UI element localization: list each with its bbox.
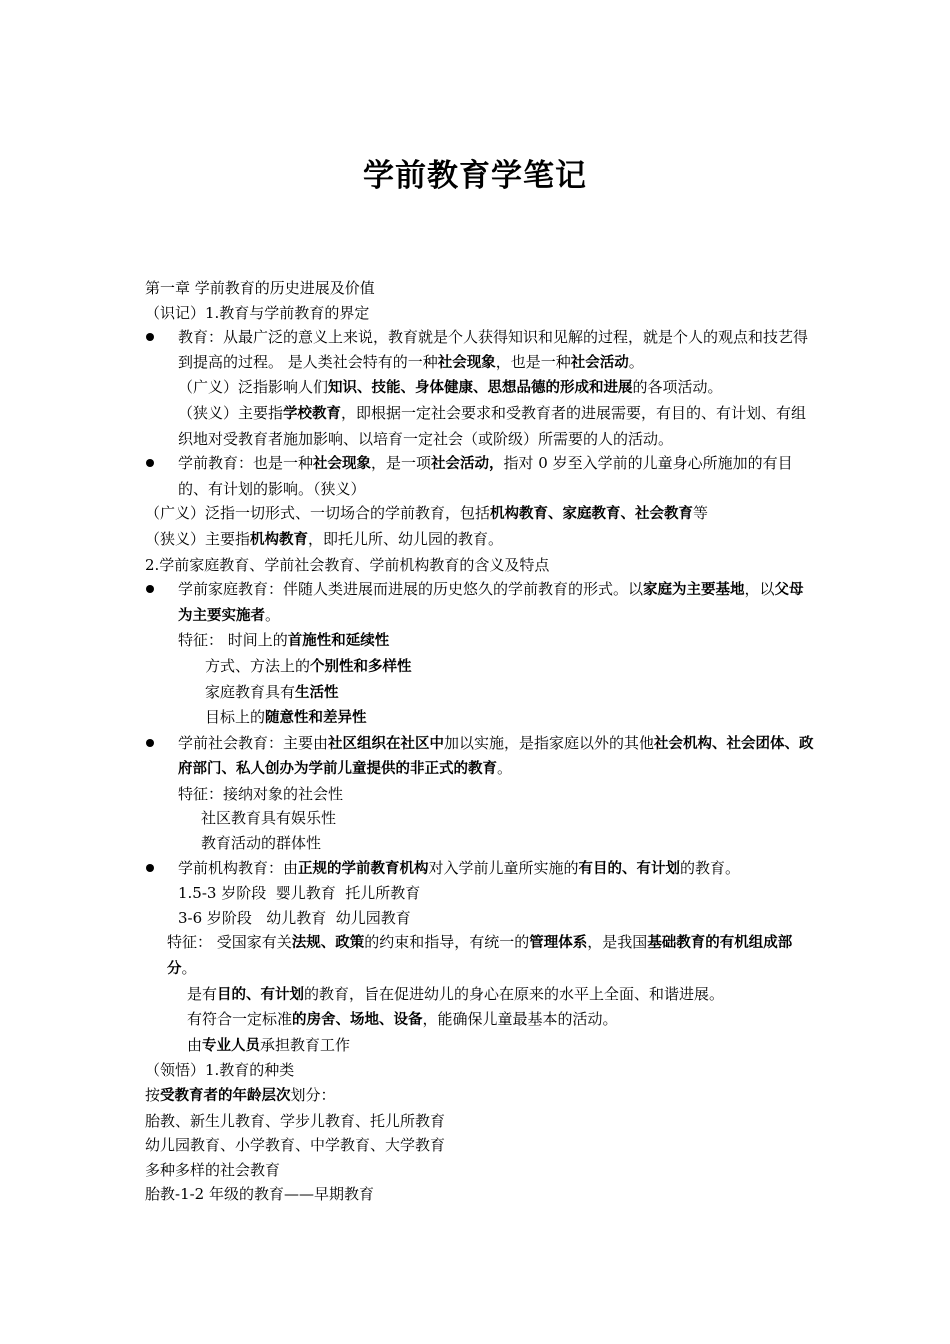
paragraph-line: 多种多样的社会教育 — [145, 1160, 281, 1179]
paragraph-line: 有符合一定标准的房舍、场地、设备，能确保儿童最基本的活动。 — [187, 1010, 618, 1029]
paragraph-line: （广义）泛指影响人们知识、技能、身体健康、思想品德的形成和进展的各项活动。 — [178, 378, 723, 397]
paragraph-line: 胎教-1-2 年级的教育——早期教育 — [145, 1185, 374, 1204]
paragraph-line: （狭义）主要指机构教育，即托儿所、幼儿园的教育。 — [145, 529, 504, 548]
paragraph-line: 特征：接纳对象的社会性 — [178, 784, 344, 803]
paragraph-line: 幼儿园教育、小学教育、中学教育、大学教育 — [145, 1136, 446, 1155]
paragraph-line: 特征： 受国家有关法规、政策的约束和指导，有统一的管理体系，是我国基础教育的有机组成部分。 — [167, 933, 793, 978]
bullet-dot-icon — [146, 864, 154, 872]
document-title: 学前教育学笔记 — [363, 158, 587, 194]
paragraph-line: 特征： 时间上的首施性和延续性 — [178, 631, 390, 650]
paragraph-line: 家庭教育具有生活性 — [205, 682, 339, 701]
paragraph-line: 由专业人员承担教育工作 — [187, 1035, 351, 1054]
paragraph-line: 教育活动的群体性 — [201, 834, 322, 853]
section-heading: 2.学前家庭教育、学前社会教育、学前机构教育的含义及特点 — [145, 555, 550, 574]
bullet-family-education: 学前家庭教育：伴随人类进展而进展的历史悠久的学前教育的形式。以家庭为主要基地，以父母为主要实施者。 — [145, 577, 815, 628]
paragraph-line: （狭义）主要指学校教育，即根据一定社会要求和受教育者的进展需要，有目的、有计划、有组织地对受教育者施加影响、以培育一定社会（或阶级）所需要的人的活动。 — [178, 403, 807, 448]
chapter-heading: 第一章 学前教育的历史进展及价值 — [145, 279, 375, 297]
bullet-institution-education: 学前机构教育：由正规的学前教育机构对入学前儿童所实施的有目的、有计划的教育。 — [145, 856, 815, 882]
bullet-dot-icon — [146, 585, 154, 593]
paragraph-line: 按受教育者的年龄层次划分： — [145, 1086, 336, 1104]
bullet-preschool-education: 学前教育：也是一种社会现象，是一项社会活动，指对 0 岁至入学前的儿童身心所施加的有目的、有计划的影响。（狭义） — [145, 451, 815, 501]
bullet-dot-icon — [146, 459, 154, 467]
paragraph-line: 1.5-3 岁阶段 婴儿教育 托儿所教育 — [178, 884, 421, 903]
paragraph-line: （广义）泛指一切形式、一切场合的学前教育，包括机构教育、家庭教育、社会教育等 — [145, 504, 709, 523]
bullet-education: 教育：从最广泛的意义上来说，教育就是个人获得知识和见解的过程，就是个人的观点和技艺得到提高的过程。 是人类社会特有的一种社会现象，也是一种社会活动。 — [145, 325, 815, 375]
bullet-dot-icon — [146, 333, 154, 341]
paragraph-line: 社区教育具有娱乐性 — [201, 809, 337, 828]
paragraph-line: 目标上的随意性和差异性 — [205, 708, 367, 727]
section-heading: （识记）1.教育与学前教育的界定 — [145, 303, 370, 322]
paragraph-line: 胎教、新生儿教育、学步儿教育、托儿所教育 — [145, 1111, 446, 1130]
paragraph-line: 3-6 岁阶段 幼儿教育 幼儿园教育 — [178, 908, 411, 927]
paragraph-line: 方式、方法上的个别性和多样性 — [205, 656, 412, 675]
section-heading: （领悟）1.教育的种类 — [145, 1061, 295, 1080]
document-body — [145, 276, 815, 1207]
bullet-social-education: 学前社会教育：主要由社区组织在社区中加以实施，是指家庭以外的其他社会机构、社会团体、政府部门、私人创办为学前儿童提供的非正式的教育。 — [145, 731, 815, 782]
bullet-dot-icon — [146, 739, 154, 747]
paragraph-line: 是有目的、有计划的教育，旨在促进幼儿的身心在原来的水平上全面、和谐进展。 — [187, 984, 725, 1003]
